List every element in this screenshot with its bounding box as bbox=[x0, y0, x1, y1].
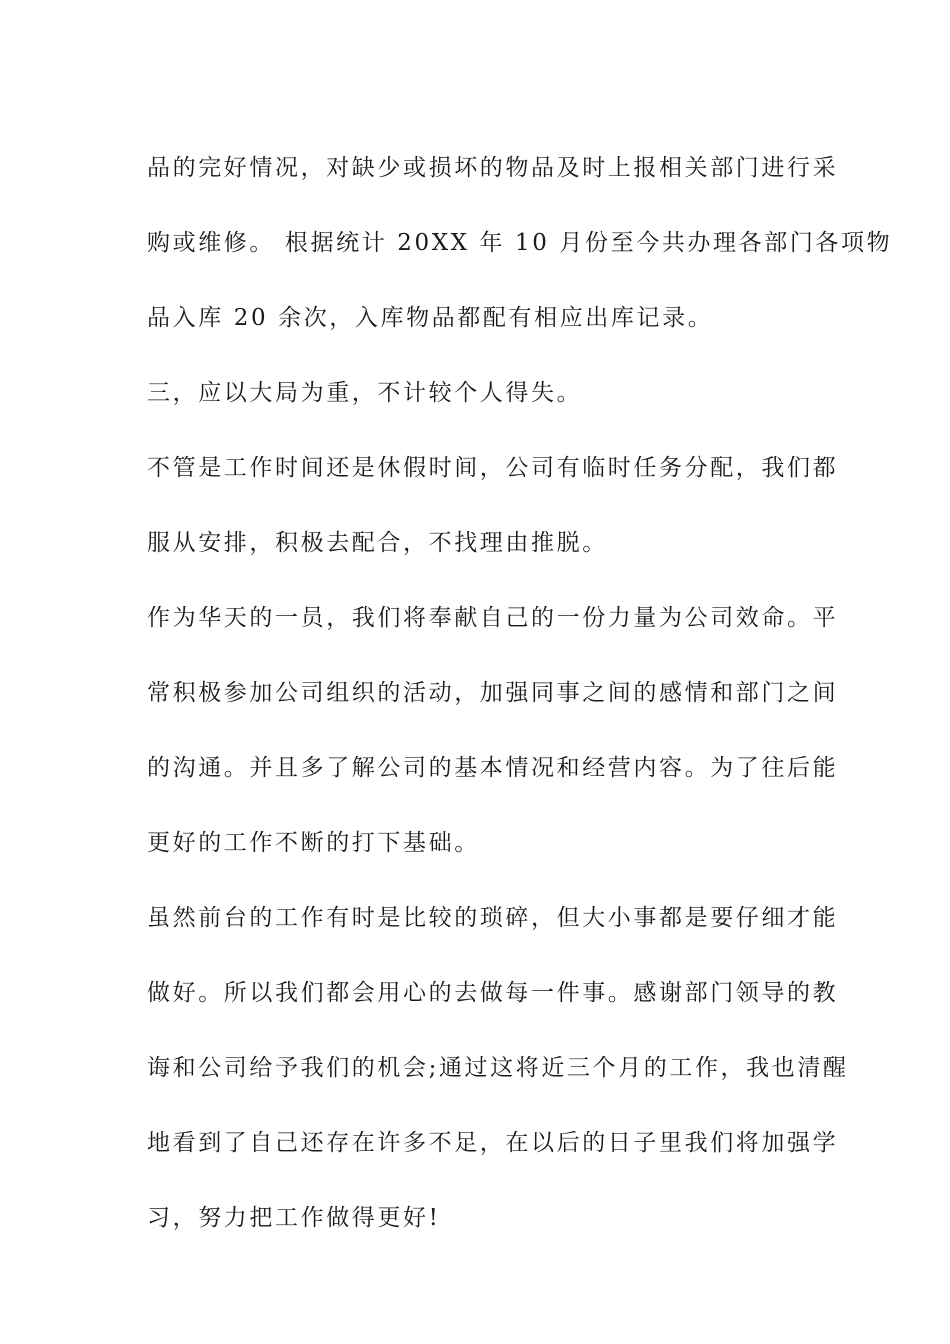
text-line: 品的完好情况，对缺少或损坏的物品及时上报相关部门进行采 bbox=[147, 155, 839, 181]
document-body-text bbox=[147, 131, 893, 1256]
text-line: 服从安排，积极去配合，不找理由推脱。 bbox=[147, 530, 608, 556]
text-line: 品入库 20 余次，入库物品都配有相应出库记录。 bbox=[147, 305, 714, 331]
text-line: 诲和公司给予我们的机会;通过这将近三个月的工作，我也清醒 bbox=[147, 1055, 849, 1081]
text-line: 常积极参加公司组织的活动，加强同事之间的感情和部门之间 bbox=[147, 680, 839, 706]
text-line: 作为华天的一员，我们将奉献自己的一份力量为公司效命。平 bbox=[147, 605, 839, 631]
text-line: 的沟通。并且多了解公司的基本情况和经营内容。为了往后能 bbox=[147, 755, 839, 781]
text-line: 地看到了自己还存在许多不足，在以后的日子里我们将加强学 bbox=[147, 1130, 839, 1156]
text-line: 不管是工作时间还是休假时间，公司有临时任务分配，我们都 bbox=[147, 455, 839, 481]
section-heading: 三，应以大局为重，不计较个人得失。 bbox=[147, 380, 583, 406]
text-line: 习，努力把工作做得更好! bbox=[147, 1205, 441, 1231]
text-line: 虽然前台的工作有时是比较的琐碎，但大小事都是要仔细才能 bbox=[147, 905, 839, 931]
text-line: 购或维修。 根据统计 20XX 年 10 月份至今共办理各部门各项物 bbox=[147, 230, 893, 256]
text-line: 做好。所以我们都会用心的去做每一件事。感谢部门领导的教 bbox=[147, 980, 839, 1006]
text-line: 更好的工作不断的打下基础。 bbox=[147, 830, 480, 856]
